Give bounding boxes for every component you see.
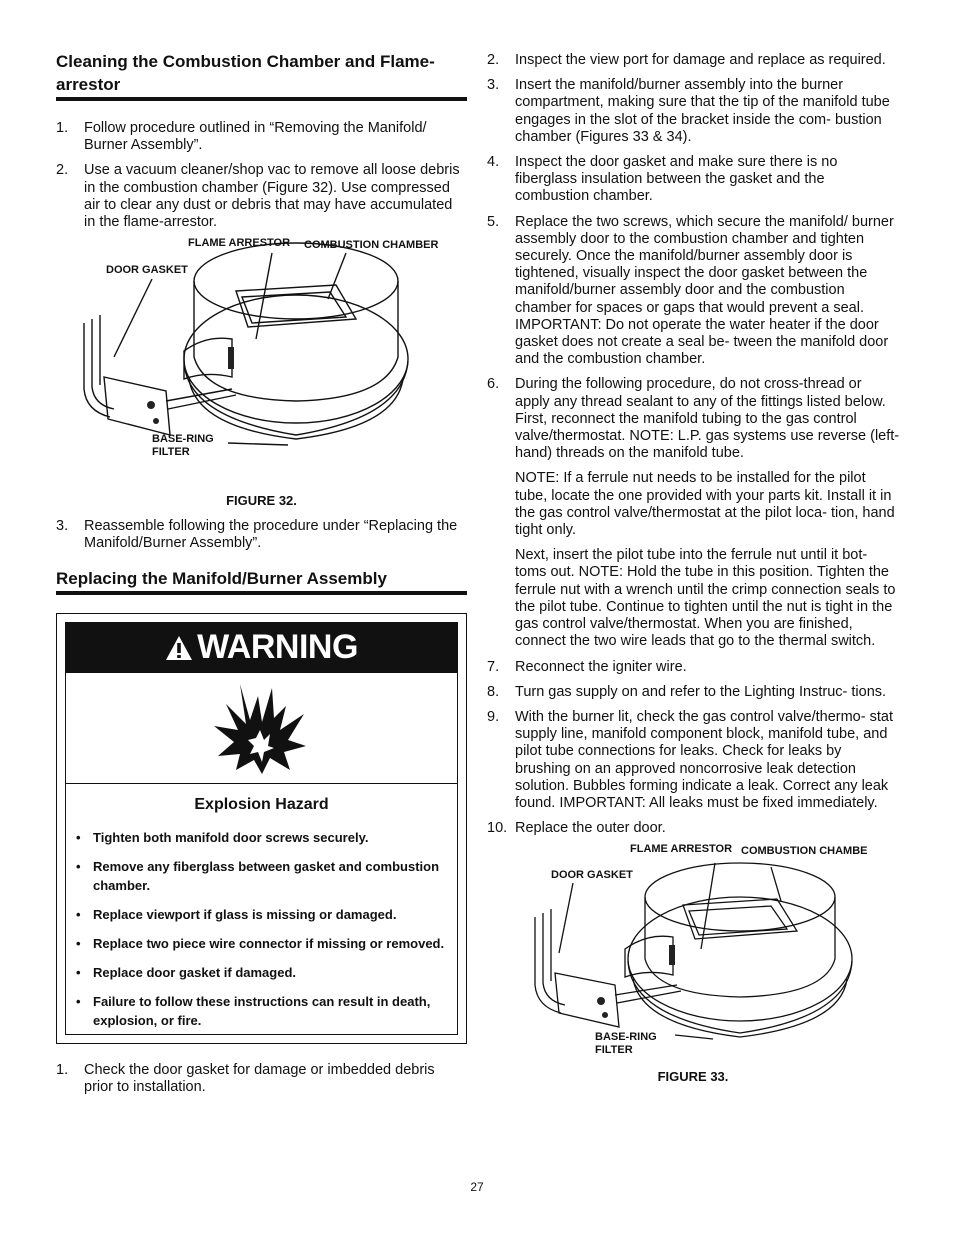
list-item xyxy=(487,820,900,837)
step-text: Inspect the door gasket and make sure there is no fiberglass insulation between the gasket and the combustion chamber. xyxy=(515,154,838,205)
step-number: 9. xyxy=(487,708,500,725)
list-item xyxy=(56,518,467,552)
base-ring-text: BASE-RING xyxy=(152,433,214,446)
list-item xyxy=(487,709,900,812)
figure-32-caption: FIGURE 32. xyxy=(226,493,297,509)
step-text: Reconnect the igniter wire. xyxy=(515,658,687,675)
step-text: Turn gas supply on and refer to the Lighting Instruc- tions. xyxy=(515,683,887,700)
step-note: NOTE: If a ferrule nut needs to be installed for the pilot tube, locate the one provided with your parts kit. Install it in the gas control valve/thermostat at the pilot loca- tion, hand tight only. xyxy=(515,470,895,539)
figure-33 xyxy=(515,845,900,1067)
right-steps-list xyxy=(487,52,900,837)
warning-bullet: • Replace door gasket if damaged. xyxy=(76,963,447,982)
step-text: Use a vacuum cleaner/shop vac to remove all loose debris in the combustion chamber (Figure 32). Use compressed air to clear any dust or debris that may have accumulated in the flame-arrestor. xyxy=(84,162,460,231)
list-item xyxy=(56,120,467,154)
step-text: During the following procedure, do not cross-thread or apply any thread sealant to any of the fittings listed below. First, reconnect the manifold tubing to the gas control valve/thermostat. NOTE: L.P. gas systems use reverse (left-hand) threads on the manifold tube. xyxy=(515,376,900,462)
step-number: 5. xyxy=(487,213,500,230)
door-gasket-label: DOOR GASKET xyxy=(106,264,188,277)
list-item xyxy=(487,52,900,69)
step-number: 7. xyxy=(487,658,500,675)
replacing-section-title: Replacing the Manifold/Burner Assembly xyxy=(56,567,467,595)
filter-text: FILTER xyxy=(595,1044,633,1057)
step-text: Follow procedure outlined in “Removing the Manifold/ Burner Assembly”. xyxy=(84,120,427,154)
warning-bullet: • Remove any fiberglass between gasket and combustion chamber. xyxy=(76,857,447,895)
left-column xyxy=(56,50,467,1104)
warning-header xyxy=(66,623,457,673)
list-item xyxy=(487,77,900,146)
warning-bullet: • Failure to follow these instructions can result in death, explosion, or fire. xyxy=(76,992,447,1030)
combustion-chamber-label: COMBUSTION CHAMBER xyxy=(304,239,439,252)
list-item xyxy=(56,1062,467,1096)
base-ring-text: BASE-RING xyxy=(595,1031,657,1044)
base-ring-filter-label xyxy=(152,433,214,459)
step-number: 6. xyxy=(487,376,500,393)
hazard-title: Explosion Hazard xyxy=(194,795,329,813)
step-text: With the burner lit, check the gas control valve/thermo- stat supply line, manifold component block, manifold tube, and pilot tube connections for leaks. Check for leaks by brushing on an approved noncorrosive leak detection solution. Bubbles forming indicate a leak. Correct any leak found. IMPORTANT: All leaks must be fixed immediately. xyxy=(515,708,893,811)
list-item xyxy=(56,162,467,231)
cleaning-steps-list xyxy=(56,120,467,231)
door-gasket-label: DOOR GASKET xyxy=(551,869,633,882)
warning-bullets xyxy=(66,828,457,1030)
flame-arrestor-label: FLAME ARRESTOR xyxy=(630,843,733,856)
flame-arrestor-label: FLAME ARRESTOR xyxy=(188,237,291,250)
step-text: Insert the manifold/burner assembly into the burner compartment, making sure that the tip of the manifold tube engages in the slot of the bracket inside the com- bustion chamber (Figures 33 & 34). xyxy=(515,77,890,145)
step-text: Replace the two screws, which secure the manifold/ burner assembly door to the combustion chamber and tighten securely. Once the manifold/burner assembly door is tightened, visually inspect the door gasket between the manifold/burner assembly door and the combustion chamber for spaces or gaps that would prevent a seal. IMPORTANT: Do not operate the water heater if the door gasket does not create a seal be- tween the manifold door and the combustion chamber. xyxy=(515,213,894,368)
list-item xyxy=(487,154,900,206)
step-text: Reassemble following the procedure under “Replacing the Manifold/Burner Assembly”. xyxy=(84,518,458,552)
warning-triangle-icon xyxy=(165,635,193,661)
combustion-chamber-label: COMBUSTION CHAMBE xyxy=(741,845,868,858)
explosion-icon xyxy=(212,682,312,774)
figure-32 xyxy=(56,239,467,489)
step-number: 3. xyxy=(56,518,69,535)
figure-33-caption: FIGURE 33. xyxy=(657,1069,729,1085)
step-text: Check the door gasket for damage or imbedded debris prior to installation. xyxy=(84,1061,435,1095)
warning-box xyxy=(56,613,467,1044)
step-number: 3. xyxy=(487,77,500,94)
warning-bullet: • Replace two piece wire connector if missing or removed. xyxy=(76,934,447,953)
list-item xyxy=(487,659,900,676)
list-item xyxy=(487,376,900,650)
step-number: 10. xyxy=(487,820,508,837)
step-text: Replace the outer door. xyxy=(515,820,666,837)
reassemble-step-list xyxy=(56,518,467,552)
warning-bullet: • Replace viewport if glass is missing or damaged. xyxy=(76,905,447,924)
step-number: 1. xyxy=(56,120,69,136)
filter-text: FILTER xyxy=(152,446,190,459)
list-item xyxy=(487,684,900,701)
replace-steps-list xyxy=(56,1062,467,1096)
step-note: Next, insert the pilot tube into the ferrule nut until it bot- toms out. NOTE: Hold the tube in this position. Tighten the ferrule nut with a wrench until the crimp connection seals to the pilot tube. Continue to tighten until the nut is tight in the gas control valve/thermostat. When you are finished, connect the two wire leads that go to the thermal switch. xyxy=(515,547,896,650)
step-number: 4. xyxy=(487,154,500,171)
base-ring-filter-label xyxy=(595,1031,657,1057)
step-number: 2. xyxy=(56,162,69,179)
warning-heading: WARNING xyxy=(197,628,358,667)
step-number: 1. xyxy=(56,1061,69,1078)
step-number: 8. xyxy=(487,683,500,700)
step-text: Inspect the view port for damage and replace as required. xyxy=(515,52,886,68)
page-number: 27 xyxy=(470,1180,484,1194)
cleaning-section-title: Cleaning the Combustion Chamber and Flame-arrestor xyxy=(56,50,467,101)
list-item xyxy=(487,214,900,369)
warning-inner xyxy=(65,622,458,1035)
step-number: 2. xyxy=(487,52,500,68)
explosion-picture xyxy=(66,673,457,784)
warning-bullet: • Tighten both manifold door screws securely. xyxy=(76,828,447,847)
right-column xyxy=(487,52,900,1084)
